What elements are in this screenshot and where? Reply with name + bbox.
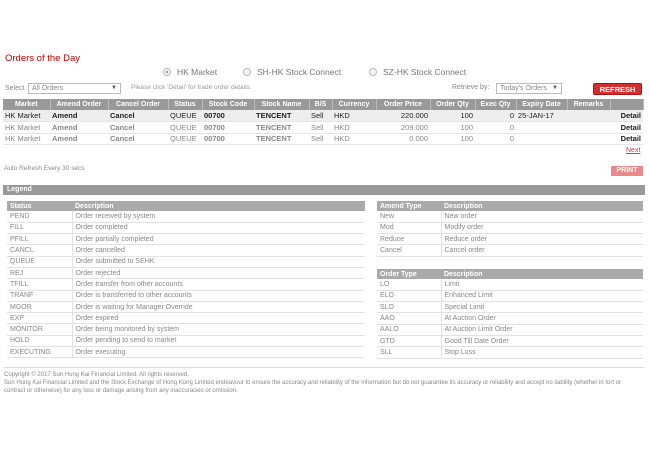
cell-order-qty: 100 (430, 133, 475, 145)
amend-link[interactable]: Amend (50, 133, 108, 145)
market-selector (0, 67, 650, 79)
table-row (7, 279, 365, 290)
cell-stock-name: TENCENT (254, 133, 309, 145)
status-description: Order is waiting for Manager Override (72, 301, 365, 312)
table-row (7, 234, 365, 245)
cell-stock-name: TENCENT (254, 110, 309, 122)
table-row (377, 222, 643, 233)
col-header: Order Price (376, 99, 430, 110)
table-header-row (3, 99, 643, 110)
status-description: Order partially completed (72, 234, 365, 245)
amend-link[interactable]: Amend (50, 122, 108, 134)
status-code: MGOR (7, 301, 72, 312)
radio-selected-icon[interactable] (163, 68, 171, 76)
status-code: EXECUTING (7, 347, 72, 358)
cell-currency: HKD (332, 122, 376, 134)
radio-label: SZ-HK Stock Connect (383, 67, 467, 77)
table-row (7, 245, 365, 256)
cell-stock-code: 00700 (202, 122, 254, 134)
cell-market: HK Market (3, 110, 50, 122)
col-header (610, 99, 643, 110)
cell-stock-code: 00700 (202, 110, 254, 122)
col-header: Remarks (567, 99, 610, 110)
col-header: Description (72, 201, 365, 211)
status-code: FILL (7, 222, 72, 233)
table-row (7, 211, 365, 222)
table-header-row (7, 201, 365, 211)
radio-label: HK Market (177, 67, 218, 77)
table-row (7, 301, 365, 312)
cancel-link[interactable]: Cancel (108, 133, 168, 145)
table-row (7, 335, 365, 346)
print-button[interactable]: PRINT (611, 166, 643, 176)
footer-divider (3, 367, 645, 368)
order-type: ELO (377, 290, 441, 301)
cell-bs: Sell (309, 133, 332, 145)
table-row (7, 324, 365, 335)
disclaimer-text: Sun Hung Kai Financial Limited and the Stock Exchange of Hong Kong Limited endeavour to ensure the accuracy and reliability of the information but do not guarantee its accuracy or reliability and accept no liability (whether in tort or contract or otherwise) for any loss or damage arising from any inaccuracies or omission. (4, 380, 622, 394)
order-type-description: At Auction Limit Order (441, 324, 643, 335)
col-header: Amend Type (377, 201, 441, 211)
amend-type: New (377, 211, 441, 222)
col-header: Stock Name (254, 99, 309, 110)
filter-bar (0, 83, 650, 96)
status-description: Order executing (72, 347, 365, 358)
col-header: Expiry Date (516, 99, 567, 110)
chevron-down-icon: ▼ (552, 85, 558, 91)
cell-remarks (567, 122, 610, 134)
cell-order-qty: 100 (430, 110, 475, 122)
col-header: Stock Code (202, 99, 254, 110)
col-header: Exec Qty (475, 99, 516, 110)
radio-hk-market[interactable] (163, 67, 217, 77)
table-row (7, 267, 365, 278)
copyright-text: Copyright © 2017 Sun Hung Kai Financial Limited. All rights reserved. (4, 372, 189, 378)
table-row (7, 290, 365, 301)
cell-status: QUEUE (168, 110, 202, 122)
status-code: PFILL (7, 234, 72, 245)
cell-bs: Sell (309, 110, 332, 122)
cell-exec-qty: 0 (475, 110, 516, 122)
amend-description: Modify order (441, 222, 643, 233)
cell-exec-qty: 0 (475, 133, 516, 145)
col-header: Cancel Order (108, 99, 168, 110)
order-type: AALO (377, 324, 441, 335)
cell-expiry-date (516, 122, 567, 134)
cell-expiry-date (516, 133, 567, 145)
table-row (3, 122, 643, 134)
status-description: Order transfer from other accounts (72, 279, 365, 290)
cancel-link[interactable]: Cancel (108, 110, 168, 122)
cell-stock-name: TENCENT (254, 122, 309, 134)
amend-link[interactable]: Amend (50, 110, 108, 122)
order-type-description: Enhanced Limit (441, 290, 643, 301)
table-row (7, 256, 365, 267)
status-code: CANCL (7, 245, 72, 256)
col-header: Description (441, 269, 643, 279)
next-page-link[interactable]: Next (626, 147, 641, 154)
detail-link[interactable]: Detail (610, 110, 643, 122)
status-description: Order is transferred to other accounts (72, 290, 365, 301)
order-type: SLO (377, 302, 441, 313)
table-row (3, 133, 643, 145)
order-type-description: At Auction Order (441, 313, 643, 324)
cell-exec-qty: 0 (475, 122, 516, 134)
col-header: Order Type (377, 269, 441, 279)
page-title: Orders of the Day (5, 53, 80, 64)
cell-bs: Sell (309, 122, 332, 134)
order-type: LO (377, 279, 441, 290)
refresh-button[interactable]: REFRESH (593, 83, 642, 95)
table-row (377, 335, 643, 346)
table-row (377, 324, 643, 335)
order-type-description: Good Till Date Order (441, 335, 643, 346)
status-description: Order cancelled (72, 245, 365, 256)
auto-refresh-note: Auto Refresh Every 30 secs (4, 165, 85, 172)
table-row (377, 234, 643, 245)
amend-type-legend-table (377, 201, 643, 257)
table-row (7, 313, 365, 324)
cell-status: QUEUE (168, 133, 202, 145)
amend-description: Reduce order (441, 234, 643, 245)
footer (4, 371, 644, 395)
radio-sh-hk-connect[interactable] (243, 67, 341, 77)
order-type-legend-table (377, 269, 643, 359)
cell-order-qty: 100 (430, 122, 475, 134)
table-row (377, 211, 643, 222)
cell-remarks (567, 133, 610, 145)
col-header: Market (3, 99, 50, 110)
col-header: Amend Order (50, 99, 108, 110)
table-row (7, 222, 365, 233)
col-header: B/S (309, 99, 332, 110)
cell-stock-code: 00700 (202, 133, 254, 145)
table-row (377, 290, 643, 301)
status-code: HOLD (7, 335, 72, 346)
cell-order-price: 209.000 (376, 122, 430, 134)
table-row (377, 245, 643, 256)
order-type: AAO (377, 313, 441, 324)
cell-status: QUEUE (168, 122, 202, 134)
amend-type: Mod (377, 222, 441, 233)
status-description: Order rejected (72, 267, 365, 278)
order-type: SLL (377, 347, 441, 358)
table-row (7, 347, 365, 358)
status-code: QUEUE (7, 256, 72, 267)
status-code: TRANF (7, 290, 72, 301)
radio-unselected-icon[interactable] (369, 68, 377, 76)
status-code: EXP (7, 313, 72, 324)
cancel-link[interactable]: Cancel (108, 122, 168, 134)
order-filter-select[interactable] (28, 83, 121, 94)
amend-type: Reduce (377, 234, 441, 245)
retrieve-label: Retrieve by: (452, 84, 490, 91)
col-header: Status (168, 99, 202, 110)
radio-label: SH-HK Stock Connect (257, 67, 342, 77)
legend-title: Legend (3, 185, 645, 195)
chevron-down-icon: ▼ (111, 85, 117, 91)
radio-unselected-icon[interactable] (243, 68, 251, 76)
amend-description: New order (441, 211, 643, 222)
order-type-description: Limit (441, 279, 643, 290)
status-description: Order being monitored by system (72, 324, 365, 335)
table-row (3, 110, 643, 122)
status-code: MONITOR (7, 324, 72, 335)
select-label: Select (5, 85, 25, 92)
status-code: TFILL (7, 279, 72, 290)
amend-type: Cancel (377, 245, 441, 256)
order-filter-value: All Orders (32, 85, 64, 92)
cell-market: HK Market (3, 133, 50, 145)
detail-link[interactable]: Detail (610, 122, 643, 134)
amend-description: Cancel order (441, 245, 643, 256)
cell-currency: HKD (332, 133, 376, 145)
status-description: Order received by system (72, 211, 365, 222)
table-header-row (377, 269, 643, 279)
order-type: GTD (377, 335, 441, 346)
status-legend-table (7, 201, 365, 358)
cell-expiry-date: 25-JAN-17 (516, 110, 567, 122)
orders-table (3, 99, 644, 145)
table-row (377, 347, 643, 358)
detail-link[interactable]: Detail (610, 133, 643, 145)
col-header: Status (7, 201, 72, 211)
radio-sz-hk-connect[interactable] (369, 67, 466, 77)
status-description: Order submitted to SEHK (72, 256, 365, 267)
status-code: PEND (7, 211, 72, 222)
col-header: Description (441, 201, 643, 211)
cell-order-price: 0.000 (376, 133, 430, 145)
table-row (377, 279, 643, 290)
col-header: Order Qty (430, 99, 475, 110)
table-row (377, 313, 643, 324)
table-row (377, 302, 643, 313)
retrieve-value: Today's Orders (500, 85, 547, 92)
table-header-row (377, 201, 643, 211)
col-header: Currency (332, 99, 376, 110)
detail-hint: Please click 'Detail' for trade order details. (131, 84, 252, 91)
cell-market: HK Market (3, 122, 50, 134)
status-description: Order expired (72, 313, 365, 324)
status-description: Order pending to send to market (72, 335, 365, 346)
order-type-description: Special Limit (441, 302, 643, 313)
cell-remarks (567, 110, 610, 122)
cell-order-price: 220.000 (376, 110, 430, 122)
status-description: Order completed (72, 222, 365, 233)
status-code: REJ (7, 267, 72, 278)
order-type-description: Stop Loss (441, 347, 643, 358)
retrieve-select[interactable] (496, 83, 562, 94)
cell-currency: HKD (332, 110, 376, 122)
